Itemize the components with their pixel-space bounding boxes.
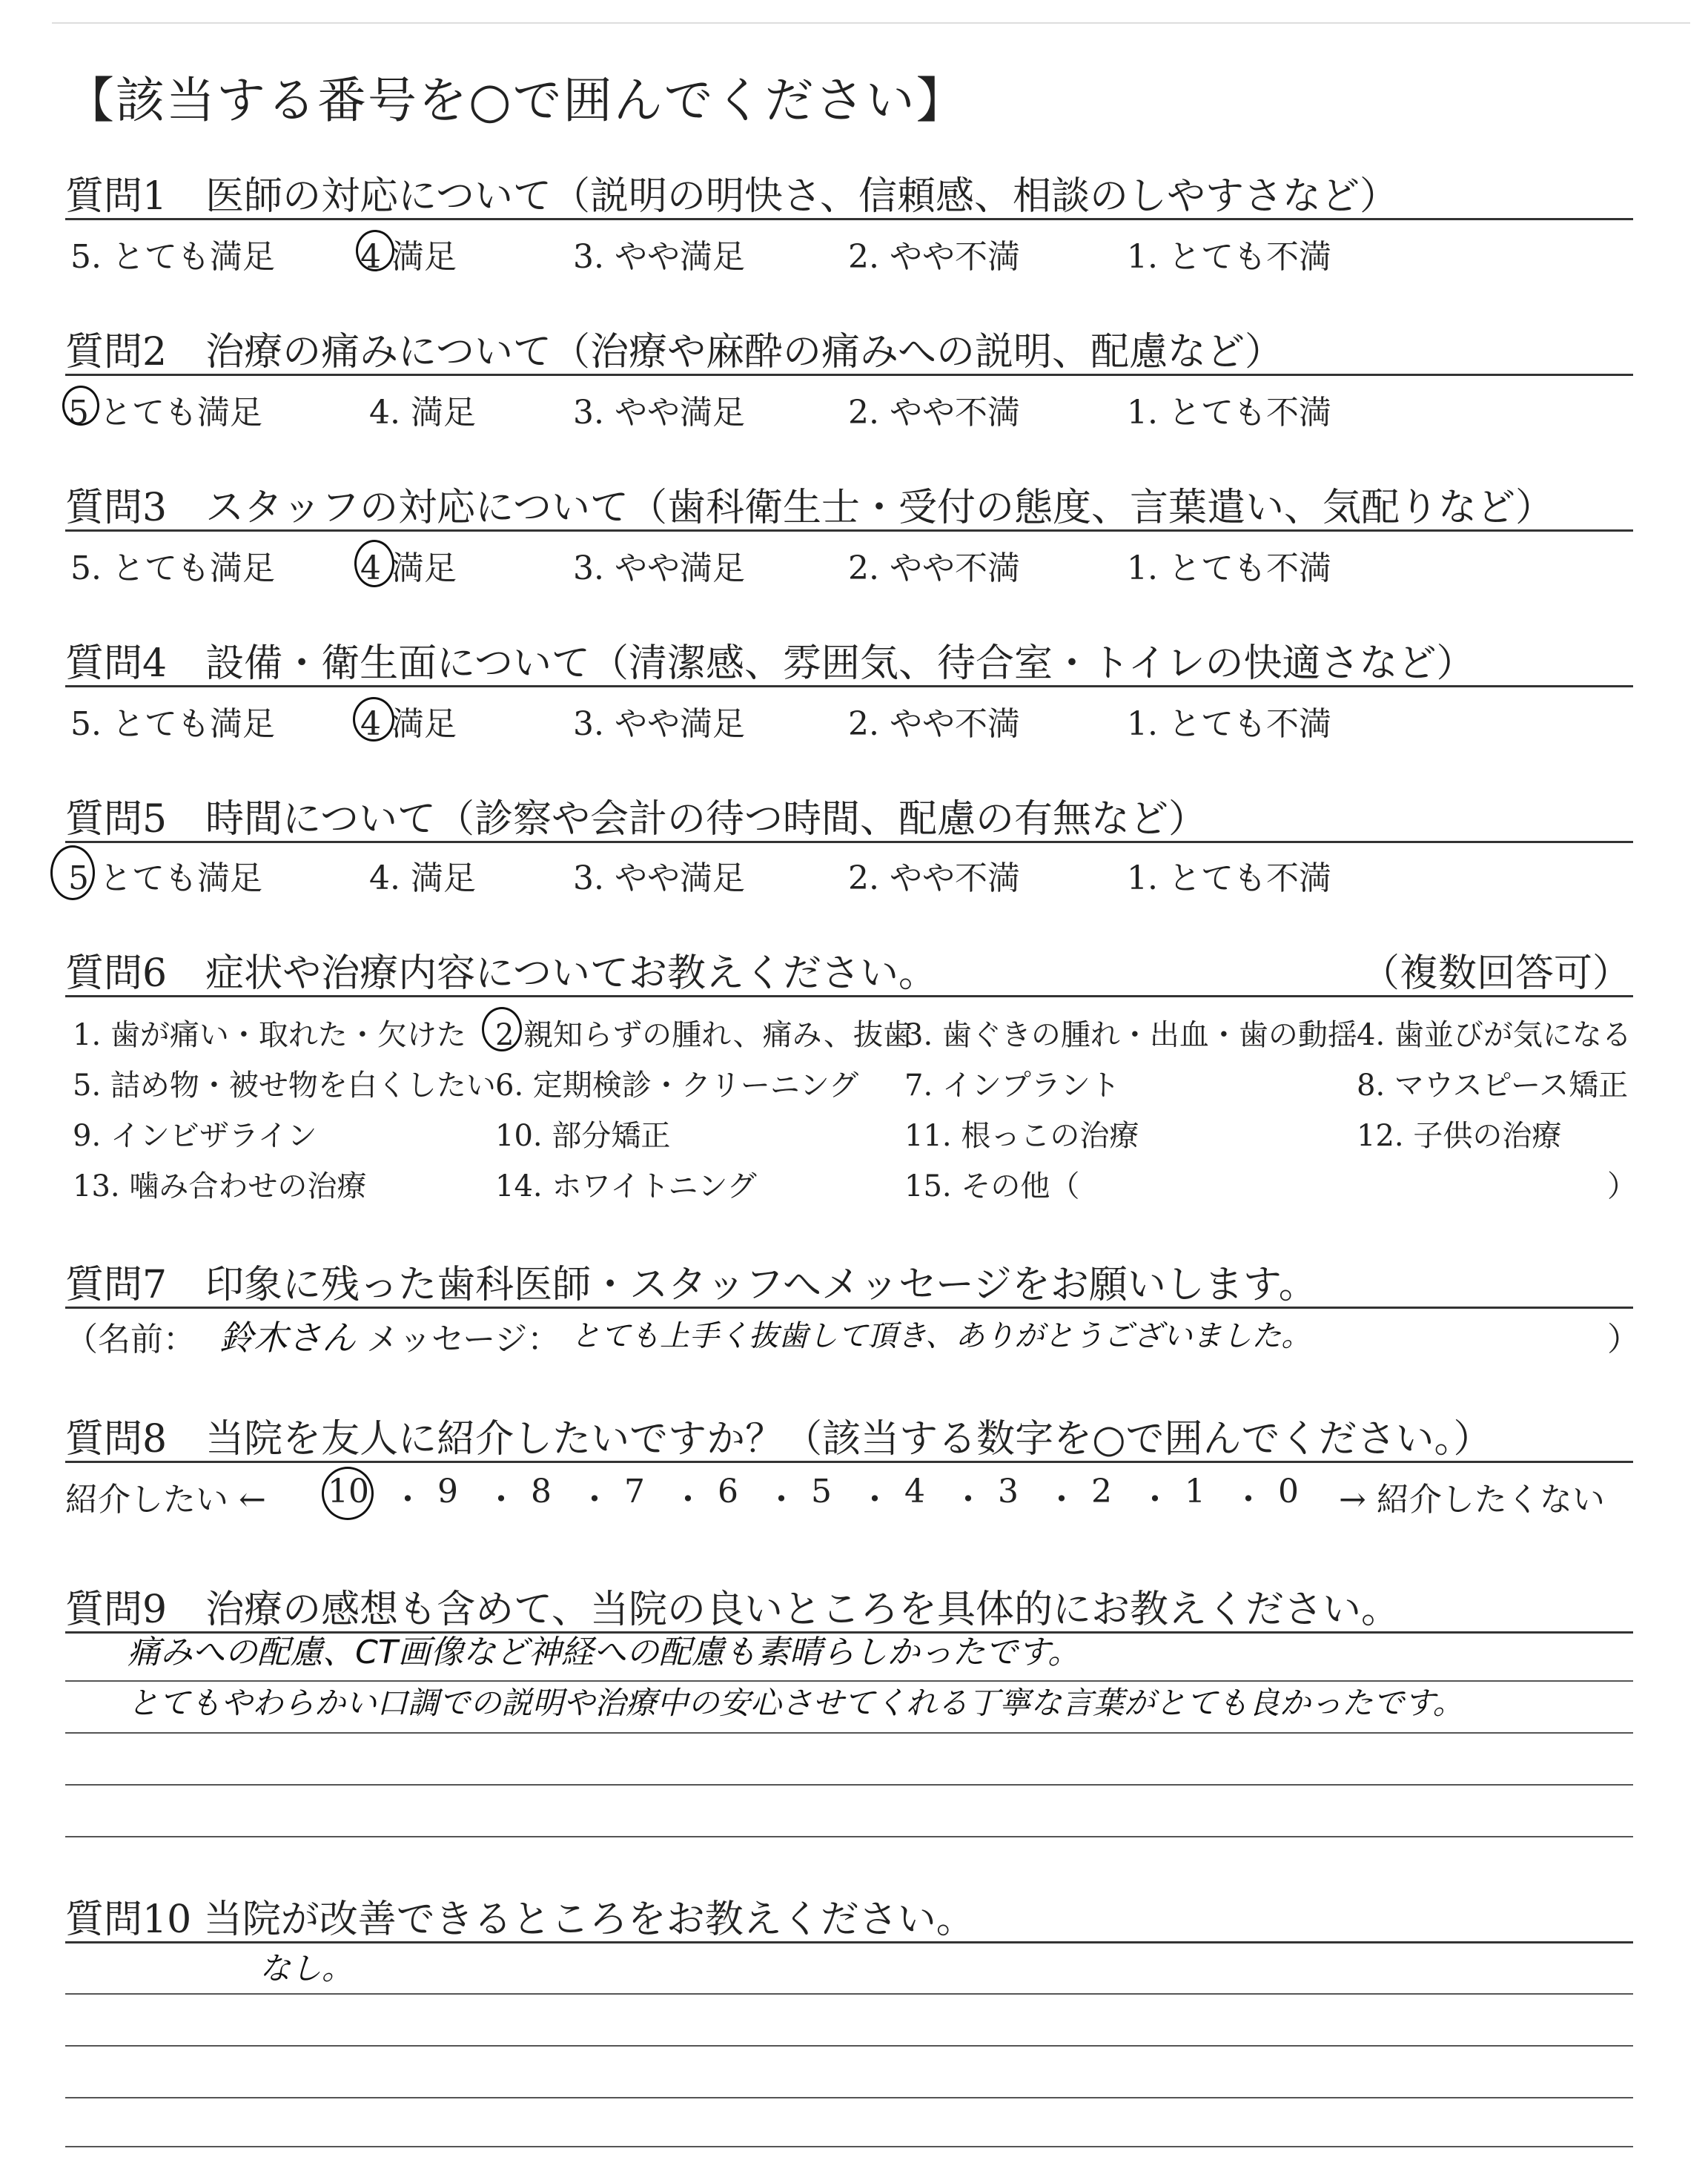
q1-option-3[interactable]: 3. やや満足 bbox=[573, 238, 745, 276]
q1-option-2[interactable]: 2. やや不満 bbox=[848, 238, 1020, 276]
q6-choice-2[interactable]: 2 親知らずの腫れ、痛み、抜歯 bbox=[495, 1018, 913, 1052]
q3-option-1[interactable]: 1. とても不満 bbox=[1127, 549, 1331, 587]
q1-option-1[interactable]: 1. とても不満 bbox=[1127, 238, 1331, 276]
q8-scale-9[interactable]: 9 bbox=[437, 1473, 458, 1510]
q10-rule-3 bbox=[65, 2045, 1633, 2047]
q7-name-label: （名前： bbox=[65, 1321, 196, 1358]
q4-option-1[interactable]: 1. とても不満 bbox=[1127, 705, 1331, 743]
q8-dot: ・ bbox=[1139, 1481, 1171, 1519]
q4-label: 質問4 設備・衛生面について（清潔感、雰囲気、待合室・トイレの快適さなど） bbox=[65, 641, 1475, 686]
q5-label: 質問5 時間について（診察や会計の待つ時間、配慮の有無など） bbox=[65, 797, 1208, 842]
q6-choice-3[interactable]: 3. 歯ぐきの腫れ・出血・歯の動揺 bbox=[904, 1018, 1357, 1052]
q5-option-1[interactable]: 1. とても不満 bbox=[1127, 859, 1331, 897]
q7-close: ） bbox=[1607, 1321, 1640, 1358]
q8-scale-8[interactable]: 8 bbox=[531, 1473, 552, 1510]
q8-rule bbox=[65, 1461, 1633, 1463]
q7-name-value[interactable]: 鈴木さん bbox=[219, 1318, 356, 1358]
q7-message-value[interactable]: とても上手く抜歯して頂き、ありがとうございました。 bbox=[571, 1319, 1311, 1353]
q10-rule-1 bbox=[65, 1941, 1633, 1943]
q2-rule bbox=[65, 374, 1633, 376]
q9-answer-line-2[interactable]: とてもやわらかい口調での説明や治療中の安心させてくれる丁寧な言葉がとても良かったです。 bbox=[128, 1685, 1464, 1721]
q6-choice-13[interactable]: 13. 噛み合わせの治療 bbox=[73, 1169, 367, 1203]
q5-rule bbox=[65, 841, 1633, 843]
q2-selection-circle bbox=[62, 386, 99, 426]
q10-label: 質問10 当院が改善できるところをお教えください。 bbox=[65, 1898, 975, 1942]
q3-rule bbox=[65, 529, 1633, 532]
q3-option-4[interactable]: 4 満足 bbox=[360, 549, 457, 587]
q8-scale-5[interactable]: 5 bbox=[811, 1473, 832, 1510]
q8-dot: ・ bbox=[672, 1481, 704, 1519]
q9-rule-3 bbox=[65, 1732, 1633, 1734]
q4-selection-circle bbox=[353, 697, 394, 742]
q6-rule bbox=[65, 995, 1633, 997]
q8-scale-6[interactable]: 6 bbox=[718, 1473, 738, 1510]
q8-dot: ・ bbox=[952, 1481, 984, 1519]
q3-label: 質問3 スタッフの対応について（歯科衛生士・受付の態度、言葉遣い、気配りなど） bbox=[65, 486, 1555, 530]
q6-choice-1[interactable]: 1. 歯が痛い・取れた・欠けた bbox=[73, 1018, 466, 1052]
q8-scale-7[interactable]: 7 bbox=[624, 1473, 645, 1510]
q4-option-5[interactable]: 5. とても満足 bbox=[70, 705, 275, 743]
q7-label: 質問7 印象に残った歯科医師・スタッフへメッセージをお願いします。 bbox=[65, 1263, 1317, 1307]
q5-option-2[interactable]: 2. やや不満 bbox=[848, 859, 1020, 897]
q6-choice-11[interactable]: 11. 根っこの治療 bbox=[904, 1119, 1139, 1153]
q2-option-4[interactable]: 4. 満足 bbox=[369, 394, 476, 432]
q8-dot: ・ bbox=[485, 1481, 517, 1519]
q5-option-4[interactable]: 4. 満足 bbox=[369, 859, 476, 897]
q1-option-4[interactable]: 4 満足 bbox=[360, 238, 457, 276]
q2-option-2[interactable]: 2. やや不満 bbox=[848, 394, 1020, 432]
q1-label: 質問1 医師の対応について（説明の明快さ、信頼感、相談のしやすさなど） bbox=[65, 174, 1398, 219]
q6-choice-10[interactable]: 10. 部分矯正 bbox=[495, 1119, 671, 1153]
q6-choice-8[interactable]: 8. マウスピース矯正 bbox=[1357, 1069, 1629, 1103]
q3-option-2[interactable]: 2. やや不満 bbox=[848, 549, 1020, 587]
q3-selection-circle bbox=[354, 540, 394, 587]
q2-label: 質問2 治療の痛みについて（治療や麻酔の痛みへの説明、配慮など） bbox=[65, 330, 1284, 374]
q6-choice-9[interactable]: 9. インビザライン bbox=[73, 1119, 317, 1153]
q6-choice-15[interactable]: 15. その他（ bbox=[904, 1169, 1080, 1203]
q10-rule-2 bbox=[65, 1993, 1633, 1995]
q8-scale-10[interactable]: 10 bbox=[328, 1473, 369, 1510]
q10-rule-5 bbox=[65, 2146, 1633, 2147]
q2-option-3[interactable]: 3. やや満足 bbox=[573, 394, 745, 432]
q6-other-close: ） bbox=[1607, 1169, 1637, 1203]
q6-choice-6[interactable]: 6. 定期検診・クリーニング bbox=[495, 1069, 859, 1103]
q8-dot: ・ bbox=[1045, 1481, 1078, 1519]
q8-scale-0[interactable]: 0 bbox=[1278, 1473, 1299, 1510]
q8-label: 質問8 当院を友人に紹介したいですか？（該当する数字を○で囲んでください。） bbox=[65, 1417, 1492, 1462]
q5-option-3[interactable]: 3. やや満足 bbox=[573, 859, 745, 897]
q5-selection-circle bbox=[50, 845, 95, 900]
page-title: 【該当する番号を○で囲んでください】 bbox=[65, 72, 967, 129]
q9-label: 質問9 治療の感想も含めて、当院の良いところを具体的にお教えください。 bbox=[65, 1588, 1400, 1632]
q8-right-label: → 紹介したくない bbox=[1339, 1481, 1605, 1519]
q1-selection-circle bbox=[356, 230, 394, 271]
q8-dot: ・ bbox=[1232, 1481, 1265, 1519]
q8-scale-2[interactable]: 2 bbox=[1091, 1473, 1112, 1510]
top-border bbox=[52, 22, 1690, 24]
q8-selection-circle bbox=[322, 1467, 374, 1520]
q6-choice-5[interactable]: 5. 詰め物・被せ物を白くしたい bbox=[73, 1069, 496, 1103]
q8-left-label: 紹介したい ← bbox=[65, 1481, 266, 1519]
q1-option-5[interactable]: 5. とても満足 bbox=[70, 238, 275, 276]
q8-dot: ・ bbox=[578, 1481, 611, 1519]
q9-rule-4 bbox=[65, 1784, 1633, 1786]
q9-rule-5 bbox=[65, 1836, 1633, 1837]
q1-rule bbox=[65, 218, 1633, 220]
q2-option-5[interactable]: 5 とても満足 bbox=[68, 394, 262, 432]
q5-option-5[interactable]: 5 とても満足 bbox=[68, 859, 262, 897]
q4-option-2[interactable]: 2. やや不満 bbox=[848, 705, 1020, 743]
q4-option-3[interactable]: 3. やや満足 bbox=[573, 705, 745, 743]
q6-choice-7[interactable]: 7. インプラント bbox=[904, 1069, 1120, 1103]
q6-choice-4[interactable]: 4. 歯並びが気になる bbox=[1357, 1018, 1632, 1052]
q3-option-5[interactable]: 5. とても満足 bbox=[70, 549, 275, 587]
q6-label: 質問6 症状や治療内容についてお教えください。 bbox=[65, 951, 938, 996]
q6-choice-14[interactable]: 14. ホワイトニング bbox=[495, 1169, 757, 1203]
q4-option-4[interactable]: 4 満足 bbox=[360, 705, 457, 743]
q8-dot: ・ bbox=[858, 1481, 891, 1519]
q6-choice-12[interactable]: 12. 子供の治療 bbox=[1357, 1119, 1562, 1153]
q8-scale-3[interactable]: 3 bbox=[998, 1473, 1019, 1510]
q8-dot: ・ bbox=[765, 1481, 798, 1519]
q3-option-3[interactable]: 3. やや満足 bbox=[573, 549, 745, 587]
q9-answer-line-1[interactable]: 痛みへの配慮、CT画像など神経への配慮も素晴らしかったです。 bbox=[128, 1634, 1081, 1671]
q8-scale-4[interactable]: 4 bbox=[904, 1473, 925, 1510]
q10-rule-4 bbox=[65, 2097, 1633, 2098]
q8-scale-1[interactable]: 1 bbox=[1185, 1473, 1205, 1510]
q6-multiple-note: （複数回答可） bbox=[1361, 951, 1632, 996]
q7-rule bbox=[65, 1307, 1633, 1309]
q6-selection-circle bbox=[482, 1007, 522, 1051]
q10-answer-line-1[interactable]: なし。 bbox=[259, 1950, 354, 1986]
q8-dot: ・ bbox=[391, 1481, 424, 1519]
q7-message-label: メッセージ： bbox=[366, 1321, 560, 1358]
q2-option-1[interactable]: 1. とても不満 bbox=[1127, 394, 1331, 432]
q4-rule bbox=[65, 685, 1633, 687]
